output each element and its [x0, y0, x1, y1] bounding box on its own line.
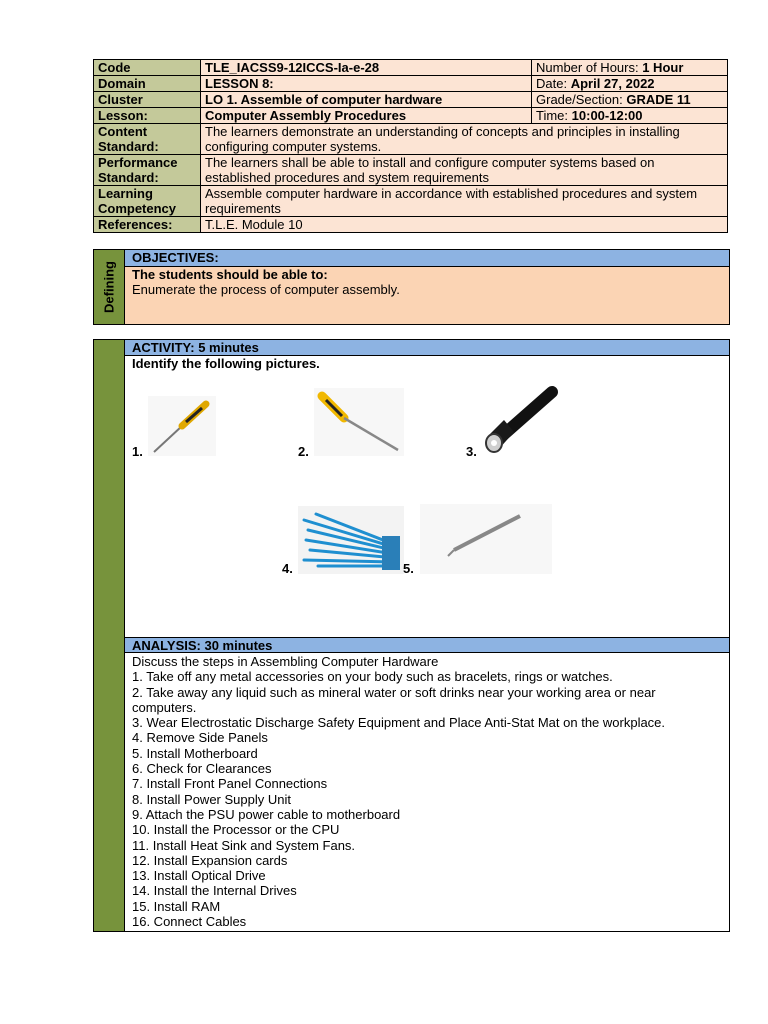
objectives-title: OBJECTIVES: [125, 250, 729, 267]
analysis-step: 3. Wear Electrostatic Discharge Safety Equipment and Place Anti-Stat Mat on the workplace. [132, 715, 666, 731]
grade-cell: Grade/Section: GRADE 11 [532, 92, 728, 108]
analysis-step: 15. Install RAM [132, 898, 221, 914]
activity-title: ACTIVITY: 5 minutes [125, 340, 729, 356]
performance-standard-value: The learners shall be able to install and configure computer systems based on established procedures and system requirements [201, 155, 728, 186]
analysis-step: 14. Install the Internal Drives [132, 883, 297, 899]
item-number-5: 5. [403, 561, 414, 576]
row-references [94, 217, 728, 233]
code-value: TLE_IACSS9-12ICCS-Ia-e-28 [201, 60, 532, 76]
analysis-step: 10. Install the Processor or the CPU [132, 822, 340, 838]
analysis-step: 4. Remove Side Panels [132, 730, 268, 746]
row-domain [94, 76, 728, 92]
analysis-step: 13. Install Optical Drive [132, 868, 266, 884]
analysis-step: 2. Take away any liquid such as mineral water or soft drinks near your working area or near computers. [132, 684, 656, 715]
row-cluster [94, 92, 728, 108]
analysis-step: 8. Install Power Supply Unit [132, 791, 291, 807]
lesson-value: Computer Assembly Procedures [201, 108, 532, 124]
analysis-body [132, 654, 721, 929]
row-learning-competency [94, 186, 728, 217]
hours-cell: Number of Hours: 1 Hour [532, 60, 728, 76]
analysis-step: 11. Install Heat Sink and System Fans. [132, 837, 356, 853]
cable-ties-image [298, 506, 404, 574]
analysis-step: 1. Take off any metal accessories on your body such as bracelets, rings or watches. [132, 669, 613, 685]
code-label: Code [94, 60, 201, 76]
activity-instruction: Identify the following pictures. [132, 356, 320, 371]
tweezers-image [420, 504, 552, 574]
analysis-step: 6. Check for Clearances [132, 761, 272, 777]
screwdriver-image [148, 396, 216, 456]
lesson-label: Lesson: [94, 108, 201, 124]
item-number-2: 2. [298, 444, 309, 459]
content-standard-label: Content Standard: [94, 124, 201, 155]
analysis-step: 7. Install Front Panel Connections [132, 776, 328, 792]
analysis-step: 9. Attach the PSU power cable to motherboard [132, 806, 401, 822]
flashlight-image [480, 384, 560, 460]
item-number-3: 3. [466, 444, 477, 459]
screwdriver-yellow-image [314, 388, 404, 456]
learning-competency-label: Learning Competency [94, 186, 201, 217]
analysis-steps [132, 669, 721, 929]
objectives-body [125, 267, 729, 324]
lesson-info-table [93, 59, 728, 233]
analysis-step: 16. Connect Cables [132, 914, 247, 930]
activity-section [93, 339, 730, 932]
analysis-step: 12. Install Expansion cards [132, 852, 288, 868]
content-standard-value: The learners demonstrate an understanding of concepts and principles in installing configuring computer systems. [201, 124, 728, 155]
row-content-standard [94, 124, 728, 155]
item-number-1: 1. [132, 444, 143, 459]
date-cell: Date: April 27, 2022 [532, 76, 728, 92]
analysis-step: 5. Install Motherboard [132, 745, 258, 761]
performance-standard-label: Performance Standard: [94, 155, 201, 186]
cluster-label: Cluster [94, 92, 201, 108]
row-code [94, 60, 728, 76]
analysis-title: ANALYSIS: 30 minutes [125, 637, 729, 653]
objectives-section [93, 249, 730, 325]
references-value: T.L.E. Module 10 [201, 217, 728, 233]
references-label: References: [94, 217, 201, 233]
learning-competency-value: Assemble computer hardware in accordance with established procedures and system requirements [201, 186, 728, 217]
domain-value: LESSON 8: [201, 76, 532, 92]
cluster-value: LO 1. Assemble of computer hardware [201, 92, 532, 108]
analysis-intro: Discuss the steps in Assembling Computer Hardware [132, 654, 439, 669]
time-cell: Time: 10:00-12:00 [532, 108, 728, 124]
row-performance-standard [94, 155, 728, 186]
item-number-4: 4. [282, 561, 293, 576]
objectives-text: Enumerate the process of computer assembly. [132, 282, 400, 297]
row-lesson [94, 108, 728, 124]
activity-side-bar [94, 340, 125, 931]
defining-side-label: Defining [94, 250, 125, 324]
objectives-lead: The students should be able to: [132, 267, 328, 282]
domain-label: Domain [94, 76, 201, 92]
